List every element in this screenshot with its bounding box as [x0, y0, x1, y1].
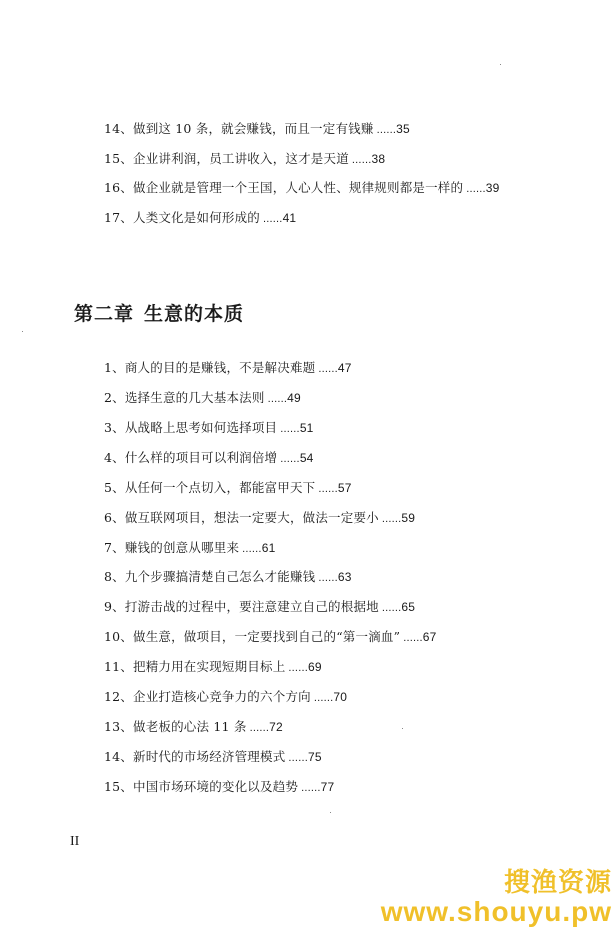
toc-page-number: 63 — [337, 570, 352, 584]
toc-entry[interactable] — [104, 420, 314, 437]
toc-page-number: 47 — [337, 361, 352, 375]
toc-entry[interactable] — [104, 390, 301, 407]
toc-entry-text: 2、选择生意的几大基本法则 — [104, 390, 265, 405]
toc-entry[interactable] — [104, 599, 415, 616]
chapter-number: 第二章 — [74, 303, 135, 325]
toc-entry-text: 5、从任何一个点切入，都能富甲天下 — [104, 480, 316, 495]
toc-entry-text: 3、从战略上思考如何选择项目 — [104, 420, 278, 435]
toc-entry[interactable] — [104, 210, 296, 227]
toc-page-number: 57 — [337, 481, 352, 495]
toc-entry[interactable] — [104, 360, 352, 377]
toc-page-number: 67 — [422, 630, 437, 644]
toc-leader-dots: ...... — [376, 124, 397, 136]
toc-page-number: 77 — [320, 780, 335, 794]
toc-leader-dots: ...... — [318, 363, 338, 375]
toc-page-number: 72 — [269, 720, 283, 734]
toc-entry-text: 11、把精力用在实现短期目标上 — [104, 659, 286, 674]
toc-leader-dots: ...... — [280, 453, 300, 465]
toc-entry-text: 17、人类文化是如何形成的 — [104, 210, 261, 225]
toc-leader-dots: ...... — [381, 602, 402, 614]
toc-page-number: 39 — [485, 181, 500, 195]
toc-leader-dots: ...... — [466, 183, 486, 195]
toc-entry[interactable] — [104, 151, 385, 168]
toc-entry[interactable] — [104, 689, 347, 706]
toc-leader-dots: ...... — [301, 782, 321, 794]
toc-entry-text: 14、新时代的市场经济管理模式 — [104, 749, 286, 764]
toc-page-number: 69 — [307, 660, 322, 674]
toc-leader-dots: ...... — [288, 752, 308, 764]
scan-speck — [330, 812, 331, 813]
toc-entry-text: 12、企业打造核心竞争力的六个方向 — [104, 689, 311, 704]
toc-entry-text: 13、做老板的心法 11 条 — [104, 719, 247, 734]
toc-page-number: 59 — [401, 511, 416, 525]
toc-entry[interactable] — [104, 510, 415, 527]
toc-entry-text: 15、企业讲利润，员工讲收入，这才是天道 — [104, 151, 349, 166]
toc-entry-text: 7、赚钱的创意从哪里来 — [104, 540, 240, 555]
toc-leader-dots: ...... — [288, 662, 308, 674]
toc-page-number: 38 — [371, 152, 386, 166]
scan-speck — [500, 64, 501, 65]
toc-page-number: 54 — [299, 451, 314, 465]
toc-entry[interactable] — [104, 659, 322, 676]
scan-speck — [22, 331, 23, 332]
toc-entry-text: 16、做企业就是管理一个王国，人心人性、规律规则都是一样的 — [104, 180, 464, 195]
toc-leader-dots: ...... — [403, 632, 423, 644]
toc-entry[interactable] — [104, 719, 283, 736]
toc-entry-text: 1、商人的目的是赚钱，不是解决难题 — [104, 360, 316, 375]
toc-leader-dots: ...... — [267, 393, 288, 405]
toc-leader-dots: ...... — [263, 213, 283, 225]
toc-entry[interactable] — [104, 629, 436, 646]
toc-leader-dots: ...... — [351, 154, 372, 166]
watermark-cn: 搜渔资源 — [503, 868, 612, 898]
toc-page-number: 51 — [299, 421, 314, 435]
toc-entry[interactable] — [104, 480, 352, 497]
scan-speck — [402, 728, 403, 729]
toc-leader-dots: ...... — [313, 692, 334, 704]
toc-entry-text: 4、什么样的项目可以利润倍增 — [104, 450, 278, 465]
toc-entry[interactable] — [104, 450, 314, 467]
toc-entry-text: 8、九个步骤搞清楚自己怎么才能赚钱 — [104, 569, 316, 584]
toc-page-number: 49 — [287, 391, 301, 405]
toc-entry-text: 6、做互联网项目，想法一定要大，做法一定要小 — [104, 510, 379, 525]
toc-page-number: 35 — [396, 122, 410, 136]
toc-entry-text: 15、中国市场环境的变化以及趋势 — [104, 779, 299, 794]
toc-entry[interactable] — [104, 180, 500, 197]
toc-entry[interactable] — [104, 121, 410, 138]
toc-entry-text: 10、做生意，做项目，一定要找到自己的“第一滴血” — [104, 629, 401, 644]
toc-page-number: 65 — [401, 600, 416, 614]
toc-leader-dots: ...... — [242, 543, 262, 555]
toc-leader-dots: ...... — [381, 513, 402, 525]
toc-leader-dots: ...... — [318, 572, 338, 584]
toc-entry[interactable] — [104, 569, 352, 586]
toc-entry[interactable] — [104, 749, 322, 766]
watermark-url: www.shouyu.pw — [380, 896, 612, 927]
toc-page-number: 41 — [282, 211, 297, 225]
toc-entry[interactable] — [104, 540, 275, 557]
chapter-title-text: 生意的本质 — [144, 303, 245, 325]
toc-entry-text: 14、做到这 10 条，就会赚钱，而且一定有钱赚 — [104, 121, 374, 136]
toc-leader-dots: ...... — [318, 483, 338, 495]
toc-page-number: 75 — [307, 750, 322, 764]
page-numeral: II — [70, 834, 80, 849]
toc-page-number: 70 — [333, 690, 348, 704]
toc-page-number: 61 — [261, 541, 276, 555]
toc-leader-dots: ...... — [249, 722, 270, 734]
toc-entry[interactable] — [104, 779, 334, 796]
toc-entry-text: 9、打游击战的过程中，要注意建立自己的根据地 — [104, 599, 379, 614]
toc-leader-dots: ...... — [280, 423, 300, 435]
chapter-heading[interactable] — [74, 299, 244, 326]
